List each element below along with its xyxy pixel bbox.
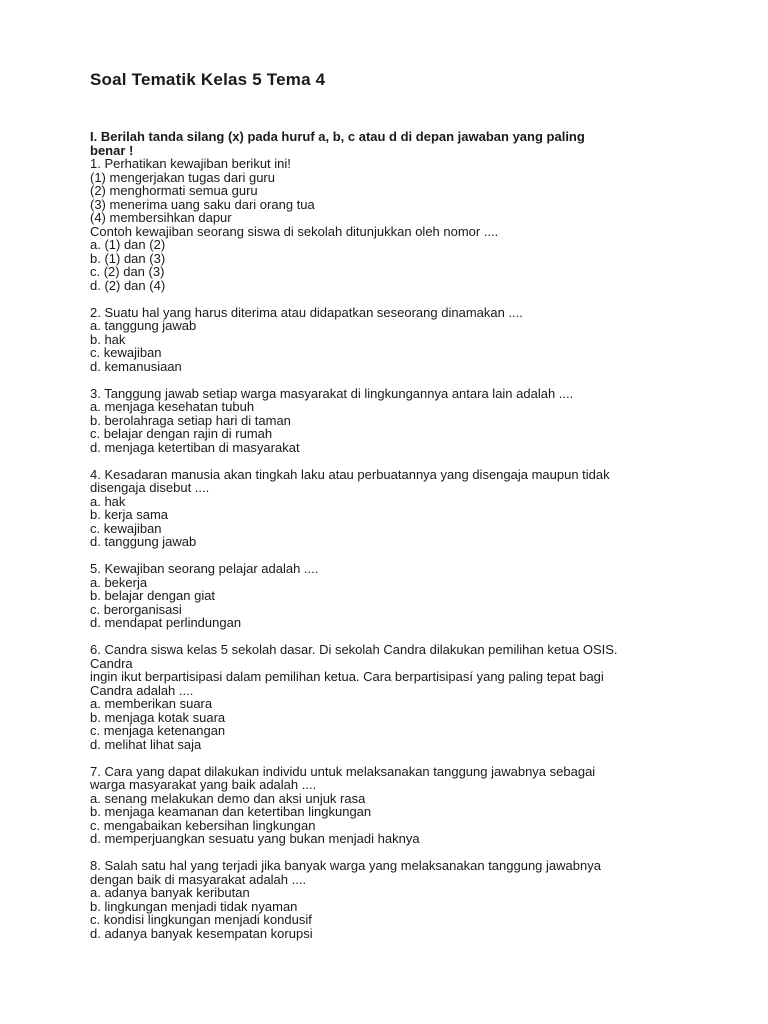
question-stem-line: 6. Candra siswa kelas 5 sekolah dasar. Di sekolah Candra dilakukan pemilihan ketua OSIS. bbox=[90, 642, 618, 657]
answer-option: c. kewajiban bbox=[90, 520, 162, 536]
document-title: Soal Tematik Kelas 5 Tema 4 bbox=[90, 70, 326, 89]
question-3 bbox=[90, 387, 690, 455]
answer-option: d. adanya banyak kesempatan korupsi bbox=[90, 925, 313, 941]
question-stem-line: Candra bbox=[90, 655, 133, 671]
question-6 bbox=[90, 643, 690, 751]
answer-option: d. mendapat perlindungan bbox=[90, 615, 242, 630]
question-stem-line: (2) menghormati semua guru bbox=[90, 183, 258, 198]
answer-option: d. memperjuangkan sesuatu yang bukan menjadi haknya bbox=[90, 831, 420, 846]
answer-option: d. menjaga ketertiban di masyarakat bbox=[90, 439, 300, 455]
answer-option: c. belajar dengan rajin di rumah bbox=[90, 426, 273, 441]
answer-option: b. belajar dengan giat bbox=[90, 588, 216, 603]
question-list bbox=[90, 157, 690, 940]
answer-option: b. menjaga kotak suara bbox=[90, 709, 226, 725]
answer-option: d. melihat lihat saja bbox=[90, 736, 202, 752]
question-stem-line: disengaja disebut .... bbox=[90, 480, 210, 495]
answer-option: c. menjaga ketenangan bbox=[90, 723, 226, 738]
answer-option: a. (1) dan (2) bbox=[90, 237, 166, 252]
answer-option: a. bekerja bbox=[90, 574, 148, 590]
question-5 bbox=[90, 562, 690, 630]
question-stem-line: Contoh kewajiban seorang siswa di sekolah ditunjukkan oleh nomor .... bbox=[90, 223, 499, 239]
answer-option: b. berolahraga setiap hari di taman bbox=[90, 412, 291, 428]
answer-option: b. hak bbox=[90, 331, 126, 347]
question-stem-line: ingin ikut berpartisipasi dalam pemilihan ketua. Cara berpartisipasí yang paling tepat bagi bbox=[90, 669, 604, 684]
answer-option: c. berorganisasi bbox=[90, 601, 182, 617]
question-stem-line: 8. Salah satu hal yang terjadi jika banyak warga yang melaksanakan tanggung jawabnya bbox=[90, 858, 601, 873]
instruction bbox=[90, 130, 690, 157]
document-content bbox=[90, 130, 690, 954]
answer-option: a. adanya banyak keributan bbox=[90, 885, 250, 900]
question-stem-line: 7. Cara yang dapat dilakukan individu untuk melaksanakan tanggung jawabnya sebagai bbox=[90, 763, 596, 779]
question-stem-line: warga masyarakat yang baik adalah .... bbox=[90, 777, 317, 792]
answer-option: c. mengabaikan kebersihan lingkungan bbox=[90, 817, 316, 833]
question-stem-line: 3. Tanggung jawab setiap warga masyarakat di lingkungannya antara lain adalah .... bbox=[90, 385, 574, 401]
answer-option: a. tanggung jawab bbox=[90, 318, 197, 333]
question-stem-line: dengan baik di masyarakat adalah .... bbox=[90, 871, 307, 887]
question-4 bbox=[90, 468, 690, 549]
question-stem-line: Candra adalah .... bbox=[90, 682, 194, 698]
answer-option: a. menjaga kesehatan tubuh bbox=[90, 399, 255, 414]
answer-option: b. menjaga keamanan dan ketertiban lingkungan bbox=[90, 804, 372, 819]
question-stem-line: (1) mengerjakan tugas dari guru bbox=[90, 169, 275, 185]
answer-option: c. kondisi lingkungan menjadi kondusif bbox=[90, 912, 312, 927]
instruction-line: I. Berilah tanda silang (x) pada huruf a, b, c atau d di depan jawaban yang paling bbox=[90, 129, 585, 144]
question-stem-line: 5. Kewajiban seorang pelajar adalah .... bbox=[90, 561, 319, 576]
answer-option: d. tanggung jawab bbox=[90, 534, 197, 549]
question-1 bbox=[90, 157, 690, 292]
instruction-line: benar ! bbox=[90, 142, 134, 158]
question-stem-line: (4) membersihkan dapur bbox=[90, 210, 232, 225]
answer-option: c. kewajiban bbox=[90, 345, 162, 360]
answer-option: c. (2) dan (3) bbox=[90, 264, 165, 279]
question-stem-line: 2. Suatu hal yang harus diterima atau didapatkan seseorang dinamakan .... bbox=[90, 304, 523, 320]
question-stem-line: 4. Kesadaran manusia akan tingkah laku atau perbuatannya yang disengaja maupun tidak bbox=[90, 466, 610, 482]
answer-option: b. kerja sama bbox=[90, 507, 169, 522]
question-stem-line: (3) menerima uang saku dari orang tua bbox=[90, 196, 315, 212]
question-stem-line: 1. Perhatikan kewajiban berikut ini! bbox=[90, 156, 291, 171]
answer-option: d. (2) dan (4) bbox=[90, 277, 166, 293]
answer-option: a. senang melakukan demo dan aksi unjuk rasa bbox=[90, 790, 366, 806]
answer-option: d. kemanusiaan bbox=[90, 358, 182, 374]
question-7 bbox=[90, 765, 690, 846]
question-2 bbox=[90, 306, 690, 374]
answer-option: a. hak bbox=[90, 493, 126, 509]
question-8 bbox=[90, 859, 690, 940]
answer-option: b. (1) dan (3) bbox=[90, 250, 166, 266]
answer-option: a. memberikan suara bbox=[90, 696, 213, 711]
answer-option: b. lingkungan menjadi tidak nyaman bbox=[90, 898, 298, 914]
